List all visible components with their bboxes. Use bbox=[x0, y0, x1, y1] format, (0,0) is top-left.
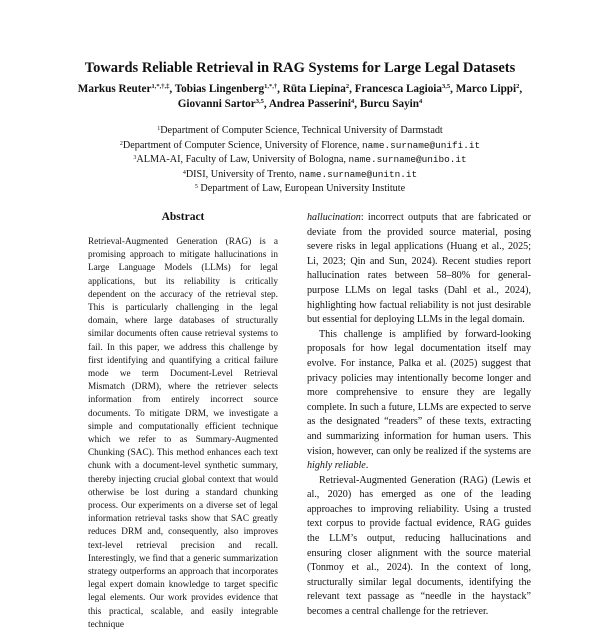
intro-paragraph-2-text: This challenge is amplified by forward-looking proposals for how legal documentation itself may evolve. For instance, Palka et al. (2025) suggest that privacy policies may intentionally become longer and more comprehensive to ensure they are legally complete. In such a future, LLMs are expected to serve as the designated “readers” of these texts, extracting and summarizing information for human users. This vision, however, can only be realized if the systems are bbox=[307, 328, 531, 457]
author-affiliation-marker: 3,5 bbox=[255, 98, 264, 105]
author-name: Marco Lippi bbox=[455, 83, 517, 95]
author-separator: , bbox=[354, 98, 360, 110]
author-affiliation-marker: 4 bbox=[351, 98, 355, 105]
affiliation-email: name.surname@unitn.it bbox=[299, 168, 418, 180]
affiliation-line bbox=[60, 139, 540, 154]
affiliation-text: Department of Law, European University Institute bbox=[197, 183, 406, 194]
affiliation-line bbox=[60, 153, 540, 168]
highly-reliable-term: highly reliable bbox=[307, 460, 366, 472]
intro-paragraph-1 bbox=[307, 211, 531, 328]
author-separator: , bbox=[263, 98, 269, 110]
author-affiliation-marker: 3,5 bbox=[442, 83, 451, 90]
author-name: Tobias Lingenberg bbox=[174, 83, 265, 95]
hallucination-term: hallucination bbox=[307, 212, 361, 223]
author-name: Francesca Lagioia bbox=[354, 83, 443, 95]
author-affiliation-marker: 4 bbox=[419, 98, 423, 105]
author-separator: , bbox=[349, 83, 355, 95]
affiliation-line bbox=[60, 124, 540, 139]
affiliation-marker: 4 bbox=[182, 169, 186, 176]
affiliation-email: name.surname@unibo.it bbox=[348, 154, 467, 165]
intro-paragraph-2-end: . bbox=[365, 460, 369, 472]
affiliation-marker: 5 bbox=[194, 184, 198, 190]
author-name: Markus Reuter bbox=[77, 83, 152, 95]
author-separator: , bbox=[277, 83, 283, 95]
abstract-heading: Abstract bbox=[161, 211, 205, 223]
author-affiliation-marker: 2 bbox=[516, 83, 520, 90]
affiliation-text: ALMA-AI, Faculty of Law, University of Bologna, bbox=[136, 154, 349, 165]
abstract-text: Retrieval-Augmented Generation (RAG) is a promising approach to mitigate hallucinations in Large Language Models (LLMs) for legal applications, but its reliability is critically dependent on the accuracy of the retrieval step. This is particularly challenging in the legal domain, where large databases of structurally similar documents often cause retrieval systems to fail. In this paper, we address this challenge by first identifying and quantifying a critical failure mode we term Document-Level Retrieval Mismatch (DRM), where the retriever selects information from entirely incorrect source documents. To mitigate DRM, we investigate a simple and computationally efficient technique which we refer to as Summary-Augmented Chunking (SAC). This method enhances each text chunk with a document-level synthetic summary, thereby injecting crucial global context that would otherwise be lost during a standard chunking process. Our experiments on a diverse set of legal information retrieval tasks show that SAC greatly reduces DRM and, consequently, also improves text-level retrieval precision and recall. Interestingly, we find that a generic summarization strategy outperforms an approach that incorporates legal expert domain knowledge to target specific legal elements. Our work provides evidence that this practical, scalable, and easily integrable technique bbox=[88, 237, 278, 630]
paper-title: Towards Reliable Retrieval in RAG Systems for Large Legal Datasets bbox=[84, 60, 516, 76]
author-affiliation-marker: 1,*,† bbox=[264, 83, 278, 90]
affiliation-email: name.surname@unifi.it bbox=[361, 139, 481, 151]
affiliation-list bbox=[60, 124, 540, 197]
affiliation-marker: 2 bbox=[119, 140, 123, 147]
author-separator: , bbox=[450, 83, 456, 95]
author-affiliation-marker: 1,*,†,‡ bbox=[151, 83, 170, 90]
author-name: Giovanni Sartor bbox=[177, 98, 256, 110]
intro-column bbox=[307, 211, 531, 620]
abstract-body bbox=[88, 236, 278, 632]
author-separator: , bbox=[519, 83, 523, 95]
affiliation-text: Department of Computer Science, University of Florence, bbox=[122, 139, 362, 151]
intro-paragraph-3: Retrieval-Augmented Generation (RAG) (Lewis et al., 2020) has emerged as one of the leading approaches to improving reliability. Using a trusted text corpus to provide factual evidence, RAG guides the LLM’s output, reducing hallucinations and ensuring closer alignment with the source material (Tonmoy et al., 2024). In the context of long, structurally similar legal documents, identifying the relevant text passage as “needle in the haystack” becomes a central challenge for the retriever. bbox=[307, 474, 531, 618]
intro-paragraph-2 bbox=[307, 328, 531, 474]
affiliation-line bbox=[60, 182, 540, 197]
affiliation-marker: 3 bbox=[133, 155, 137, 161]
author-affiliation-marker: 2 bbox=[345, 83, 350, 90]
affiliation-marker: 1 bbox=[157, 126, 161, 132]
affiliation-text: DISI, University of Trento, bbox=[185, 168, 300, 180]
affiliation-text: Department of Computer Science, Technical University of Darmstadt bbox=[160, 125, 443, 136]
affiliation-line bbox=[60, 168, 540, 183]
intro-paragraph-1-text: : incorrect outputs that are fabricated or deviate from the provided source material, posing severe risks in legal applications (Huang et al., 2025; Li, 2023; Qin and Sun, 2024). Recent studies report hallucination rates between 58–80% for general-purpose LLMs on legal tasks (Dahl et al., 2024), highlighting how factual reliability is not just desirable but essential for deploying LLMs in the legal domain. bbox=[307, 212, 531, 326]
author-name: Andrea Passerini bbox=[268, 98, 351, 110]
author-separator: , bbox=[169, 83, 175, 95]
author-name: Burcu Sayin bbox=[359, 98, 420, 110]
author-list bbox=[60, 82, 540, 112]
author-name: Rūta Liepina bbox=[282, 83, 346, 95]
